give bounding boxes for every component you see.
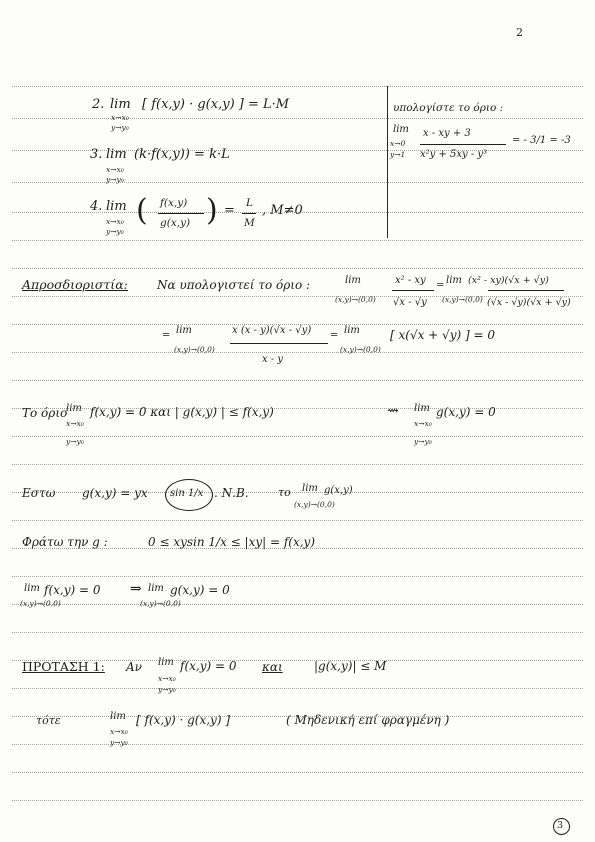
proposition-if: Αν [126, 660, 142, 674]
fraction-denominator: x - y [262, 354, 284, 365]
lim-symbol: lim [24, 583, 40, 594]
lim-subscript: (x,y)→(0,0) [340, 345, 381, 354]
page-mark: 3 [557, 820, 564, 831]
section-text: Να υπολογιστεί το όριο : [157, 278, 311, 292]
fraction-bar [488, 290, 564, 291]
fraction-numerator: x² - xy [395, 275, 426, 286]
lim-subscript: (x,y)→(0,0) [294, 500, 335, 509]
implies-arrow: ⇝ [387, 403, 399, 419]
statement-prefix: Το όριο [22, 406, 68, 420]
fraction-numerator: L [246, 197, 253, 209]
ruled-line [12, 464, 583, 465]
ruled-line [12, 352, 583, 353]
lim-subscript: (x,y)→(0,0) [335, 295, 376, 304]
fraction-denominator: x²y + 5xy - y³ [420, 149, 488, 160]
lim-subscript: y→y₀ [106, 227, 124, 236]
final-expression: [ x(√x + √y) ] = 0 [390, 328, 495, 342]
limit-result: f(x,y) = 0 [44, 583, 101, 597]
ruled-line [12, 632, 583, 633]
lim-subscript: x→x₀ [110, 727, 128, 736]
lim-subscript: x→0 [390, 139, 406, 148]
column-divider [387, 86, 388, 238]
fraction-denominator: (√x - √y)(√x + √y) [487, 297, 571, 308]
proposition-note: ( Μηδενική επί φραγμένη ) [286, 713, 450, 727]
fraction-denominator: √x - √y [393, 297, 427, 308]
bound-expression: 0 ≤ xysin 1/x ≤ |xy| = f(x,y) [148, 535, 316, 549]
lim-symbol: lim [344, 325, 360, 336]
bound-prefix: Φράτω την g : [22, 535, 108, 549]
page-number: 2 [516, 26, 523, 39]
lim-subscript: x→x₀ [414, 419, 432, 428]
lim-subscript: y→y₀ [414, 437, 432, 446]
ruled-line [12, 86, 583, 87]
ruled-line [12, 576, 583, 577]
lim-symbol: lim [106, 147, 127, 162]
ruled-line [12, 240, 583, 241]
left-paren: ( [136, 193, 148, 228]
lim-subscript: y→y₀ [66, 437, 84, 446]
proposition-limit: f(x,y) = 0 [180, 659, 237, 673]
lim-subscript: x→x₀ [106, 165, 124, 174]
proposition-and: και [262, 660, 283, 674]
lim-symbol: lim [148, 583, 164, 594]
rule-expression: [ f(x,y) · g(x,y) ] = L·M [142, 97, 290, 112]
example-limit-expression: g(x,y) [324, 485, 353, 496]
lim-symbol: lim [345, 275, 361, 286]
lim-subscript: x→x₀ [66, 419, 84, 428]
lim-symbol: lim [110, 711, 126, 722]
right-paren: ) [206, 193, 218, 228]
lim-symbol: lim [66, 403, 82, 414]
proposition-product: [ f(x,y) · g(x,y) ] [136, 713, 231, 727]
lim-subscript: y→y₀ [110, 738, 128, 747]
fraction-denominator: g(x,y) [160, 217, 191, 229]
proposition-label: ΠΡΟΤΑΣΗ 1: [22, 659, 105, 674]
ruled-line [12, 800, 583, 801]
fraction-bar [242, 213, 256, 214]
exercise-heading: υπολογίστε το όριο : [393, 102, 504, 114]
lim-subscript: (x,y)→(0,0) [20, 599, 61, 608]
example-nb: . Ν.Β. [214, 486, 249, 500]
fraction-numerator: (x² - xy)(√x + √y) [468, 275, 549, 286]
circled-term-text: sin 1/x [170, 488, 204, 499]
rule-condition: , M≠0 [262, 203, 303, 218]
fraction-bar [420, 144, 506, 145]
rule-expression: (k·f(x,y)) = k·L [134, 147, 230, 162]
proposition-condition: |g(x,y)| ≤ M [314, 659, 387, 673]
fraction-bar [230, 343, 328, 344]
ruled-line [12, 688, 583, 689]
rule-number: 4. [90, 199, 103, 214]
rule-number: 2. [92, 97, 105, 112]
lim-subscript: x→x₀ [106, 217, 124, 226]
ruled-line [12, 268, 583, 269]
ruled-line [12, 520, 583, 521]
fraction-denominator: M [244, 217, 255, 229]
example-prefix: Εστω [22, 486, 56, 500]
statement-expression: f(x,y) = 0 και | g(x,y) | ≤ f(x,y) [90, 405, 274, 419]
equals-sign: = [224, 203, 235, 218]
lim-symbol: lim [106, 199, 127, 214]
fraction-numerator: x (x - y)(√x - √y) [232, 325, 312, 336]
lim-subscript: y→y₀ [111, 123, 129, 132]
lim-symbol: lim [446, 275, 462, 286]
implies-arrow: ⇒ [130, 581, 142, 597]
lim-subscript: x→x₀ [111, 113, 129, 122]
ruled-line [12, 604, 583, 605]
fraction-bar [158, 213, 204, 214]
lim-symbol: lim [302, 483, 318, 494]
ruled-line [12, 436, 583, 437]
lim-subscript: (x,y)→(0,0) [140, 599, 181, 608]
lim-subscript: (x,y)→(0,0) [442, 295, 483, 304]
lim-subscript: x→x₀ [158, 674, 176, 683]
limit-result: g(x,y) = 0 [170, 583, 230, 597]
fraction-numerator: x - xy + 3 [423, 128, 471, 139]
lim-symbol: lim [176, 325, 192, 336]
statement-conclusion: g(x,y) = 0 [436, 405, 496, 419]
lim-subscript: y→1 [390, 150, 406, 159]
lim-symbol: lim [414, 403, 430, 414]
fraction-bar [392, 290, 434, 291]
ruled-line [12, 118, 583, 119]
exercise-result: = - 3/1 = -3 [512, 135, 571, 146]
section-label: Απροσδιοριστία: [22, 277, 128, 292]
example-to: το [278, 486, 291, 499]
ruled-line [12, 380, 583, 381]
ruled-line [12, 744, 583, 745]
lim-symbol: lim [158, 657, 174, 668]
lim-subscript: (x,y)→(0,0) [174, 345, 215, 354]
rule-number: 3. [90, 147, 103, 162]
example-function: g(x,y) = yx [82, 486, 148, 500]
equals-sign: = [162, 330, 171, 341]
lim-subscript: y→y₀ [158, 685, 176, 694]
proposition-then: τότε [36, 714, 61, 727]
equals-sign: = [436, 280, 445, 291]
ruled-line [12, 772, 583, 773]
equals-sign: = [330, 330, 339, 341]
ruled-line [12, 182, 583, 183]
lim-subscript: y→y₀ [106, 175, 124, 184]
lim-symbol: lim [110, 97, 131, 112]
lim-symbol: lim [393, 124, 409, 135]
fraction-numerator: f(x,y) [160, 197, 188, 209]
